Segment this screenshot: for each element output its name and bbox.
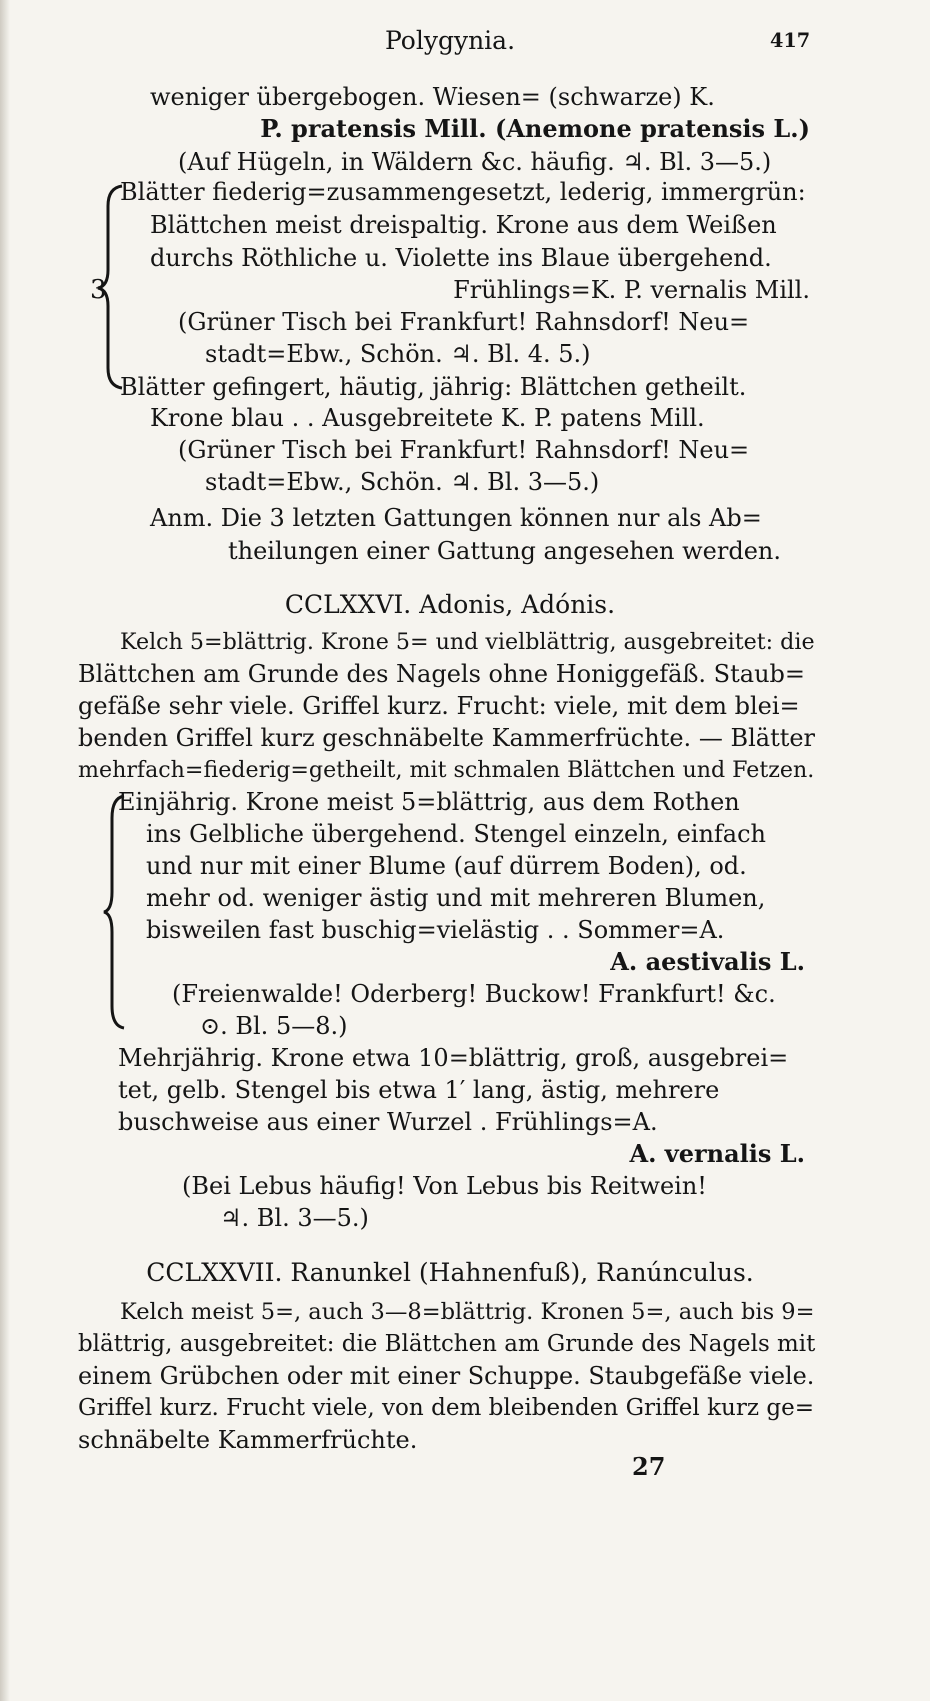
text-line: ⊙. Bl. 5—8.) — [200, 1012, 348, 1040]
text-line: mehr od. weniger ästig und mit mehreren Blumen, — [146, 884, 766, 912]
text-line: durchs Röthliche u. Violette ins Blaue übergehend. — [150, 244, 772, 272]
species-name: A. vernalis L. — [629, 1139, 805, 1168]
text-line: mehrfach=fiederig=getheilt, mit schmalen Blättchen und Fetzen. — [78, 757, 815, 783]
text-line: buschweise aus einer Wurzel . Frühlings=A. — [118, 1108, 658, 1136]
text-line: (Auf Hügeln, in Wäldern &c. häufig. ♃. Bl. 3—5.) — [178, 148, 772, 176]
text-line: und nur mit einer Blume (auf dürrem Boden), od. — [146, 852, 747, 880]
text-line: Griffel kurz. Frucht viele, von dem bleibenden Griffel kurz ge= — [78, 1395, 815, 1421]
text-line: stadt=Ebw., Schön. ♃. Bl. 4. 5.) — [205, 340, 591, 368]
text-line: gefäße sehr viele. Griffel kurz. Frucht: viele, mit dem blei= — [78, 692, 800, 720]
text-line: ♃. Bl. 3—5.) — [220, 1204, 369, 1232]
text-line: Kelch meist 5=, auch 3—8=blättrig. Kronen 5=, auch bis 9= — [120, 1299, 815, 1325]
text-line: einem Grübchen oder mit einer Schuppe. Staubgefäße viele. — [78, 1362, 815, 1390]
species-name: A. aestivalis L. — [610, 947, 805, 976]
text-line: Mehrjährig. Krone etwa 10=blättrig, groß, ausgebrei= — [118, 1044, 789, 1072]
note-line: Anm. Die 3 letzten Gattungen können nur als Ab= — [150, 504, 762, 532]
text-line: blättrig, ausgebreitet: die Blättchen am Grunde des Nagels mit — [78, 1331, 816, 1357]
text-line: (Grüner Tisch bei Frankfurt! Rahnsdorf! Neu= — [178, 436, 750, 464]
text-line: weniger übergebogen. Wiesen= (schwarze) K. — [150, 83, 715, 111]
text-line: (Grüner Tisch bei Frankfurt! Rahnsdorf! Neu= — [178, 308, 750, 336]
text-line: Kelch 5=blättrig. Krone 5= und vielblättrig, ausgebreitet: die — [120, 629, 815, 655]
species-name: P. pratensis Mill. (Anemone pratensis L.) — [260, 114, 810, 143]
text-line: stadt=Ebw., Schön. ♃. Bl. 3—5.) — [205, 468, 600, 496]
text-line: Blätter fiederig=zusammengesetzt, lederig, immergrün: — [120, 178, 806, 206]
note-line: theilungen einer Gattung angesehen werden. — [228, 537, 782, 565]
signature-mark: 27 — [632, 1452, 666, 1481]
brace-icon — [102, 792, 128, 1032]
text-line: Blättchen meist dreispaltig. Krone aus dem Weißen — [150, 211, 777, 239]
page-edge-shadow — [0, 0, 10, 1701]
page-number: 417 — [770, 29, 811, 52]
species-name: Krone blau . . Ausgebreitete K. P. patens Mill. — [150, 404, 705, 432]
text-line: ins Gelbliche übergehend. Stengel einzeln, einfach — [146, 820, 766, 848]
text-line: schnäbelte Kammerfrüchte. — [78, 1426, 418, 1454]
text-line: benden Griffel kurz geschnäbelte Kammerfrüchte. — Blätter — [78, 724, 816, 752]
genus-heading: CCLXXVI. Adonis, Adónis. — [284, 590, 616, 619]
key-number: 3 — [90, 275, 107, 305]
text-line: tet, gelb. Stengel bis etwa 1′ lang, ästig, mehrere — [118, 1076, 720, 1104]
genus-heading: CCLXXVII. Ranunkel (Hahnenfuß), Ranúnculus. — [146, 1258, 754, 1287]
species-name: Frühlings=K. P. vernalis Mill. — [453, 276, 810, 304]
text-line: bisweilen fast buschig=vielästig . . Sommer=A. — [146, 916, 725, 944]
text-line: Blätter gefingert, häutig, jährig: Blättchen getheilt. — [120, 373, 747, 401]
text-line: (Bei Lebus häufig! Von Lebus bis Reitwein! — [182, 1172, 707, 1200]
text-line: Einjährig. Krone meist 5=blättrig, aus dem Rothen — [118, 788, 740, 816]
text-line: Blättchen am Grunde des Nagels ohne Honiggefäß. Staub= — [78, 660, 805, 688]
text-line: (Freienwalde! Oderberg! Buckow! Frankfurt! &c. — [172, 980, 776, 1008]
running-header: Polygynia. — [384, 26, 516, 55]
